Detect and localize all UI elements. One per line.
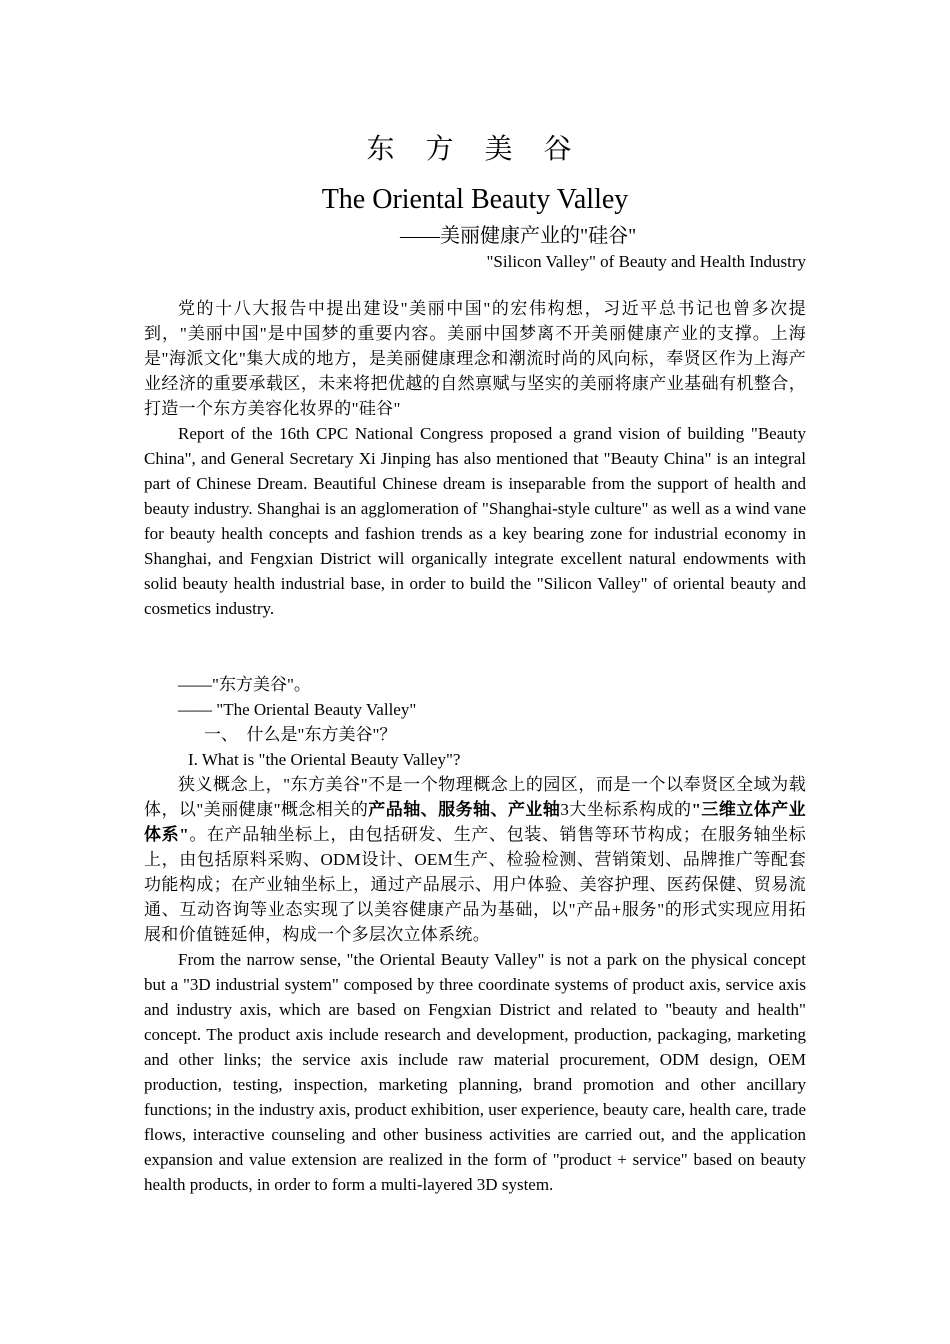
subtitle-en: "Silicon Valley" of Beauty and Health Industry <box>486 252 806 271</box>
section-heading-cn: 一、 什么是"东方美谷"？ <box>204 725 397 744</box>
intro-paragraph-cn: 党的十八大报告中提出建设"美丽中国"的宏伟构想，习近平总书记也曾多次提到，"美丽中国"是中国梦的重要内容。美丽中国梦离不开美丽健康产业的支撑。上海是"海派文化"集大成的地方，是美丽健康理念和潮流时尚的风向标，奉贤区作为上海产业经济的重要承载区，未来将把优越的自然禀赋与坚实的美丽将康产业基础有机整合，打造一个东方美容化妆界的"硅谷" <box>144 299 806 418</box>
intro-paragraph-en: Report of the 16th CPC National Congress proposed a grand vision of building "Beauty China", and General Secretary Xi Jinping has also mentioned that "Beauty China" is an integral part of Chinese Dream. Beautiful Chinese dream is inseparable from the support of health and beauty industry. Shanghai is an agglomeration of "Shanghai-style culture" as well as a wind vane for beauty health concepts and fashion trends as a key bearing zone for industrial economy in Shanghai, and Fengxian District will organically integrate excellent natural endowments with solid beauty health industrial base, in order to build the "Silicon Valley" of oriental beauty and cosmetics industry. <box>144 424 806 618</box>
document-title-cn: 东 方 美 谷 <box>366 134 584 165</box>
subtitle-cn: ——美丽健康产业的"硅谷" <box>400 225 637 247</box>
intro-section <box>144 296 806 621</box>
document-title-en: The Oriental Beauty Valley <box>321 184 629 215</box>
dash-line-cn: ——"东方美谷"。 <box>178 675 311 694</box>
section-heading-en: I. What is "the Oriental Beauty Valley"? <box>188 750 461 769</box>
narrow-text-2: 3大坐标系构成的 <box>560 800 692 819</box>
axes-bold-text: 产品轴、服务轴、产业轴 <box>368 800 561 819</box>
system-bold-text: "三维立体产业体系" <box>144 800 806 844</box>
narrow-text-3: 。在产品轴坐标上，由包括研发、生产、包装、销售等环节构成；在服务轴坐标上，由包括原料采购、ODM设计、OEM生产、检验检测、营销策划、品牌推广等配套功能构成；在产业轴坐标上，通过产品展示、用户体验、美容护理、医药保健、贸易流通、互动咨询等业态实现了以美容健康产品为基础，以"产品+服务"的形式实现应用拓展和价值链延伸，构成一个多层次立体系统。 <box>144 825 806 944</box>
dash-line-en: —— "The Oriental Beauty Valley" <box>178 700 417 719</box>
narrow-paragraph-cn <box>144 772 806 947</box>
narrow-paragraph-en: From the narrow sense, "the Oriental Beauty Valley" is not a park on the physical concept but a "3D industrial system" composed by three coordinate systems of product axis, service axis and industry axis, which are based on Fengxian District and related to "beauty and health" concept. The product axis include research and development, production, packaging, marketing and other links; the service axis include raw material procurement, ODM design, OEM production, testing, inspection, marketing planning, brand promotion and other ancillary functions; in the industry axis, product exhibition, user experience, beauty care, health care, trade flows, interactive counseling and other business activities are carried out, and the application expansion and value extension are realized in the form of "product + service" based on beauty health products, in order to form a multi-layered 3D system. <box>144 950 806 1194</box>
narrow-text-1: 狭义概念上，"东方美谷"不是一个物理概念上的园区，而是一个以奉贤区全域为载体，以"美丽健康"概念相关的 <box>144 775 806 819</box>
narrow-sense-section <box>144 772 806 1197</box>
